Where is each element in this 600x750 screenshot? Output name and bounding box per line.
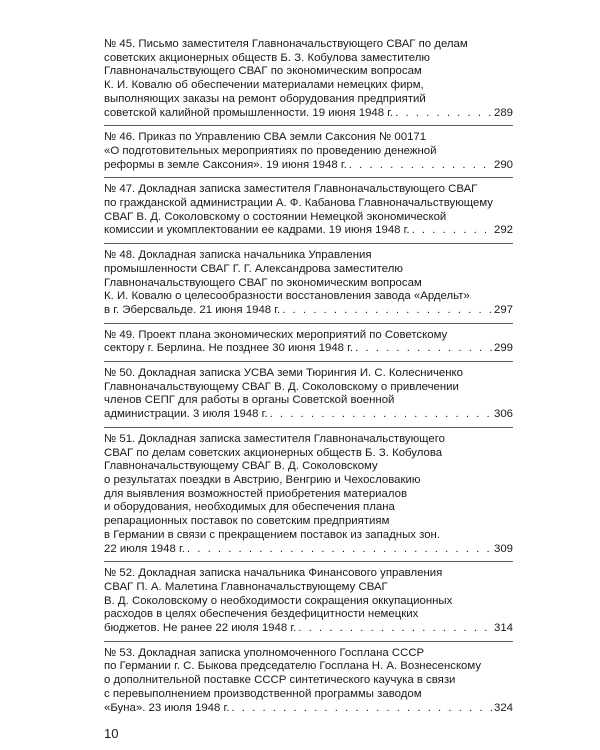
toc-entry-line: К. И. Ковалю об обеспечении материалами немецких фирм, [104,79,424,92]
toc-entry-line: № 45. Письмо заместителя Главноначальствующего СВАГ по делам [104,38,468,50]
toc-entry [104,249,513,324]
toc-entry-text: комиссии и укомплектовании ее кадрами. 19 июня 1948 г. [104,224,410,237]
toc-entry [104,38,513,126]
toc-entry-text: 22 июля 1948 г. [104,542,185,555]
toc-entry-page-number: 290 [493,158,513,171]
toc-entry-text: сектору г. Берлина. Не позднее 30 июня 1948 г. [104,342,354,355]
dot-leader [282,304,492,318]
toc-entry-line: Главноначальствующему СВАГ В. Д. Соколовскому [104,460,378,473]
toc-entry-line: № 50. Докладная записка УСВА земи Тюрингия И. С. Колесниченко [104,367,463,380]
toc-entry [104,433,513,562]
dot-leader [298,622,492,636]
dot-leader [270,408,492,422]
toc-entry-line: о дополнительной поставке СССР синтетического каучука в связи [104,674,456,687]
toc-entry-last-line [104,702,513,716]
toc-entry-page-number: 299 [493,342,513,355]
toc-entry-line: для выявления возможностей приобретения материалов [104,487,408,500]
toc-entry-page-number: 306 [493,408,513,421]
toc-entry-last-line [104,408,513,422]
dot-leader [412,224,492,238]
toc-entry-line: № 49. Проект плана экономических мероприятий по Советскому [104,328,448,341]
toc-entry [104,131,513,178]
toc-entry-line: по Германии г. С. Быкова председателю Госплана Н. А. Вознесенскому [104,660,482,673]
toc-entry-line: в Германии в связи с прекращением поставок из западных зон. [104,528,441,541]
toc-entry-line: расходов в целях обеспечения бездефицитности немецких [104,608,419,621]
toc-entry-last-line [104,224,513,238]
dot-leader [395,107,492,121]
toc-entry-line: по гражданской администрации А. Ф. Кабанова Главноначальствующему [104,197,494,210]
toc-entry-last-line [104,622,513,636]
toc-entry-line: № 47. Докладная записка заместителя Главноначальствующего СВАГ [104,183,478,196]
toc-entry-page-number: 324 [493,701,513,714]
toc-entry-text: бюджетов. Не ранее 22 июля 1948 г. [104,622,297,635]
toc-entry [104,647,513,721]
dot-leader [349,159,492,173]
toc-entry-line: о результатах поездки в Австрию, Венгрию и Чехословакию [104,473,421,486]
toc-entry [104,567,513,642]
toc-entry-line: В. Д. Соколовскому о необходимости сокращения оккупационных [104,594,453,607]
toc-entry-line: выполняющих заказы на ремонт оборудования предприятий [104,92,426,105]
toc-entry-line: советских акционерных обществ Б. З. Кобулова заместителю [104,51,430,64]
toc-entry-line: № 52. Докладная записка начальника Финансового управления [104,567,443,580]
toc-entry-page-number: 289 [493,106,513,119]
toc-entry-line: № 53. Докладная записка уполномоченного Госплана СССР [104,646,425,659]
toc-entry-line: К. И. Ковалю о целесообразности восстановления завода «Ардельт» [104,290,470,303]
dot-leader [231,702,492,716]
toc-entry-page-number: 297 [493,303,513,316]
dot-leader [355,342,492,356]
toc-entry [104,367,513,428]
toc-entry-line: Главноначальствующего СВАГ по экономическим вопросам [104,276,422,289]
toc-entry-line: Главноначальствующему СВАГ В. Д. Соколовскому о привлечении [104,380,459,393]
toc-entry-line: СВАГ по делам советских акционерных обществ Б. З. Кобулова [104,446,443,459]
table-of-contents [104,38,513,725]
toc-entry-text: в г. Эберсвальде. 21 июня 1948 г. [104,303,281,316]
toc-entry-text: реформы в земле Саксония». 19 июня 1948 г. [104,158,347,171]
toc-entry-line: промышленности СВАГ Г. Г. Александрова заместителю [104,262,403,275]
toc-entry-line: СВАГ П. А. Малетина Главноначальствующему СВАГ [104,580,388,593]
toc-entry-last-line [104,107,513,121]
toc-entry-line: с перевыполнением производственной программы заводом [104,687,422,700]
toc-entry-page-number: 292 [493,224,513,237]
toc-entry-line: СВАГ В. Д. Соколовскому о состоянии Немецкой экономической [104,210,447,223]
toc-entry-line: № 46. Приказ по Управлению СВА земли Саксония № 00171 [104,131,427,144]
toc-entry-line: № 48. Докладная записка начальника Управления [104,249,372,262]
toc-entry-line: № 51. Докладная записка заместителя Главноначальствующего [104,432,445,445]
toc-entry-text: советской калийной промышленности. 19 июня 1948 г. [104,106,394,119]
toc-entry-text: администрации. 3 июля 1948 г. [104,408,268,421]
toc-entry-line: и оборудования, необходимых для обеспечения плана [104,501,395,514]
toc-entry-page-number: 314 [493,622,513,635]
toc-entry [104,329,513,362]
toc-entry-line: «О подготовительных мероприятиях по проведению денежной [104,144,437,157]
toc-entry-last-line [104,543,513,557]
toc-entry [104,183,513,244]
toc-entry-page-number: 309 [493,542,513,555]
toc-entry-line: членов СЕПГ для работы в органы Советской военной [104,394,395,407]
toc-entry-text: «Буна». 23 июля 1948 г. [104,701,230,714]
toc-entry-line: Главноначальствующего СВАГ по экономическим вопросам [104,65,422,78]
toc-entry-line: репарационных поставок по советским предприятиям [104,515,390,528]
dot-leader [187,543,492,557]
toc-entry-last-line [104,342,513,356]
toc-entry-last-line [104,159,513,173]
toc-entry-last-line [104,304,513,318]
page-number: 10 [104,726,119,741]
